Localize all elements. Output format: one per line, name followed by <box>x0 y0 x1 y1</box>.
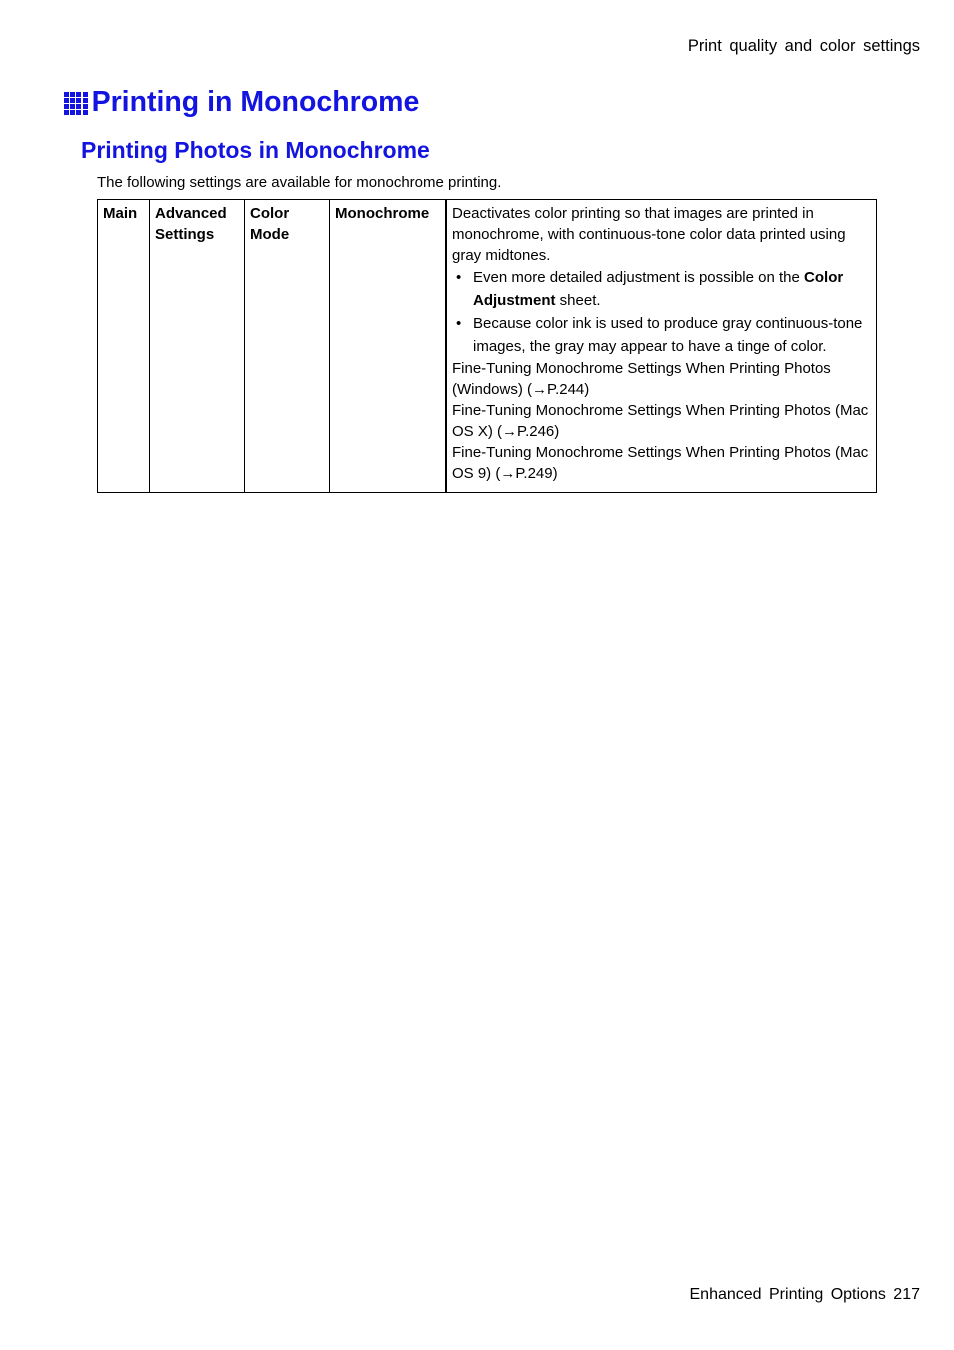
note-text: Even more detailed adjustment is possible on the <box>473 269 805 286</box>
section-subtitle: Printing Photos in Monochrome <box>81 137 430 163</box>
value-cell <box>330 200 447 493</box>
intro-text: The following settings are available for monochrome printing. <box>97 174 502 191</box>
grid-icon <box>64 92 88 116</box>
value-label: Monochrome <box>335 205 430 222</box>
tab-cell <box>98 200 150 493</box>
page-title <box>64 86 419 119</box>
reference-link[interactable]: Fine-Tuning Monochrome Settings When Printing Photos (Mac OS X) (→P.246) <box>452 402 869 440</box>
note-text: sheet. <box>555 292 601 309</box>
page-footer <box>690 1286 921 1304</box>
note-text: Because color ink is used to produce gray continuous-tone images, the gray may appear to have a tinge of color. <box>473 315 863 355</box>
setting-label-line1: Color <box>250 205 290 222</box>
reference-link[interactable]: Fine-Tuning Monochrome Settings When Printing Photos (Mac OS 9) (→P.249) <box>452 444 869 482</box>
button-label-line1: Advanced <box>155 205 227 222</box>
button-label-line2: Settings <box>155 226 215 243</box>
footer-section: Enhanced Printing Options <box>689 1286 886 1303</box>
note-bold-text: Adjustment <box>473 292 556 309</box>
table-row <box>98 200 877 493</box>
button-cell <box>150 200 245 493</box>
setting-label-line2: Mode <box>250 226 290 243</box>
page-title-text: Printing in Monochrome <box>91 86 420 118</box>
reference-link[interactable]: Fine-Tuning Monochrome Settings When Printing Photos (Windows) (→P.244) <box>452 360 831 398</box>
description-text: Deactivates color printing so that images are printed in monochrome, with continuous-tone color data printed using gray midtones. <box>452 205 846 264</box>
page-number: 217 <box>893 1286 920 1303</box>
list-item <box>452 266 871 312</box>
list-item <box>452 312 871 358</box>
description-cell <box>446 200 877 493</box>
setting-cell <box>245 200 330 493</box>
running-header: Print quality and color settings <box>687 37 920 55</box>
notes-list <box>452 266 871 358</box>
note-bold-text: Color <box>804 269 844 286</box>
tab-label: Main <box>103 205 138 222</box>
settings-table <box>97 199 877 493</box>
